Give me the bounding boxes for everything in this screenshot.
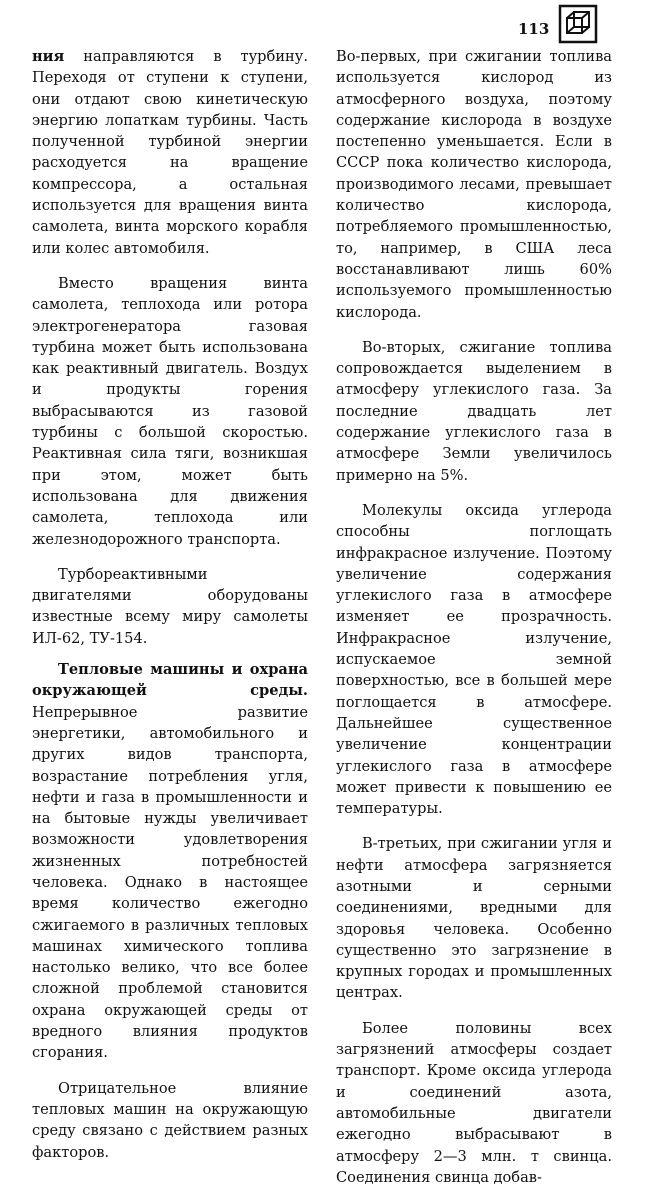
paragraph-factors: Отрицательное влияние тепловых машин на окружающую среду связано с действием разных факторов. xyxy=(32,1079,308,1161)
paragraph-aircraft: Турбореактивными двигателями оборудованы известные всему миру самолеты ИЛ-62, ТУ-154. xyxy=(32,565,308,647)
right-column xyxy=(336,46,612,1202)
page-number: 113 xyxy=(518,20,550,38)
cube-box-icon xyxy=(558,4,598,44)
section-heading: Тепловые машины и охрана окружающей среды. xyxy=(32,661,308,700)
paragraph-environment xyxy=(32,659,308,1064)
paragraph-transport: Более половины всех загрязнений атмосферы создает транспорт. Кроме оксида углерода и соединений азота, автомобильные двигатели ежегодно выбрасывают в атмосферу 2—3 млн. т свинца. Соединения свинца добав- xyxy=(336,1019,612,1186)
lead-fragment: ния xyxy=(32,48,65,65)
paragraph-turbine xyxy=(32,46,308,259)
left-column xyxy=(32,46,308,1177)
paragraph-text: направляются в турбину. Переходя от ступени к ступени, они отдают свою кинетическую энергию лопаткам турбины. Часть полученной турбиной энергии расходуется на вращение компрессора, а остальная используется для вращения винта самолета, винта морского корабля или колес автомобиля. xyxy=(32,48,308,257)
paragraph-oxygen: Во-первых, при сжигании топлива используется кислород из атмосферного воздуха, поэтому содержание кислорода в воздухе постепенно уменьшается. Если в СССР пока количество кислорода, производимого лесами, превышает количество кислорода, потребляемого промышленностью, то, например, в США леса восстанавливают лишь 60% используемого промышленностью кислорода. xyxy=(336,48,612,321)
paragraph-pollution: В-третьих, при сжигании угля и нефти атмосфера загрязняется азотными и серными соединениями, вредными для здоровья человека. Особенно существенно это загрязнение в крупных городах и промышленных центрах. xyxy=(336,835,612,1002)
paragraph-text: Непрерывное развитие энергетики, автомобильного и других видов транспорта, возрастание потребления угля, нефти и газа в промышленности и на бытовые нужды увеличивает возможности удовлетворения жизненных потребностей человека. Однако в настоящее время количество ежегодно сжигаемого в различных тепловых машинах химического топлива настолько велико, что все более сложной проблемой становится охрана окружающей среды от вредного влияния продуктов сгорания. xyxy=(32,703,308,1062)
paragraph-infrared: Молекулы оксида углерода способны поглощать инфракрасное излучение. Поэтому увеличение содержания углекислого газа в атмосфере изменяет ее прозрачность. Инфракрасное излучение, испускаемое земной поверхностью, все в большей мере поглощается в атмосфере. Дальнейшее существенное увеличение концентрации углекислого газа в атмосфере может привести к повышению ее температуры. xyxy=(336,501,612,818)
paragraph-jet-engine: Вместо вращения винта самолета, теплохода или ротора электрогенератора газовая турбина может быть использована как реактивный двигатель. Воздух и продукты горения выбрасываются из газовой турбины с большой скоростью. Реактивная сила тяги, возникшая при этом, может быть использована для движения самолета, теплохода или железнодорожного транспорта. xyxy=(32,274,308,548)
paragraph-co2: Во-вторых, сжигание топлива сопровождается выделением в атмосферу углекислого газа. За последние двадцать лет содержание углекислого газа в атмосфере Земли увеличилось примерно на 5%. xyxy=(336,338,612,484)
